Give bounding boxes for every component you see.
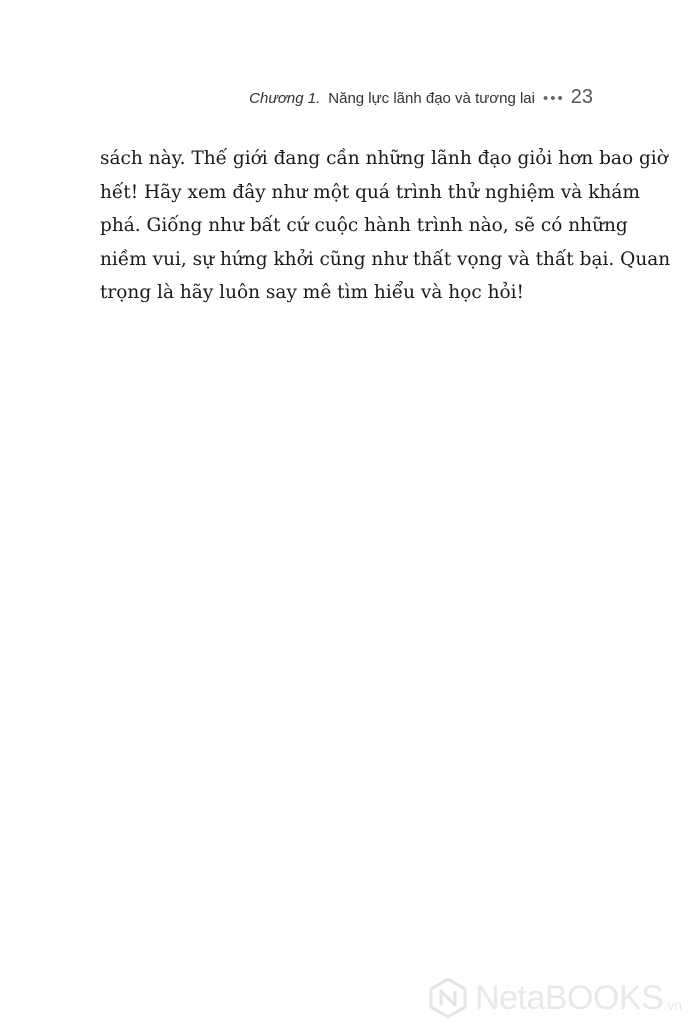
chapter-title: Năng lực lãnh đạo và tương lai: [328, 90, 535, 107]
body-line-3: phá. Giống như bất cứ cuộc hành trình nào, sẽ có những: [100, 215, 628, 236]
header-dots: •••: [542, 90, 565, 107]
body-line-2: hết! Hãy xem đây như một quá trình thử nghiệm và khám: [100, 181, 640, 203]
watermark-suffix: .vn: [663, 997, 682, 1013]
netabooks-logo-icon: [427, 977, 469, 1019]
chapter-label: Chương 1.: [249, 90, 321, 107]
watermark-brand: NetaBOOKS: [475, 978, 664, 1017]
body-line-4: niềm vui, sự hứng khởi cũng như thất vọng và thất bại. Quan: [100, 248, 671, 270]
page-number: 23: [570, 86, 593, 108]
running-header: [249, 86, 593, 109]
body-paragraph: [100, 142, 671, 310]
body-line-5: trọng là hãy luôn say mê tìm hiểu và học hỏi!: [100, 282, 524, 303]
watermark: [427, 977, 682, 1019]
body-line-1: sách này. Thế giới đang cần những lãnh đạo giỏi hơn bao giờ: [100, 148, 668, 169]
